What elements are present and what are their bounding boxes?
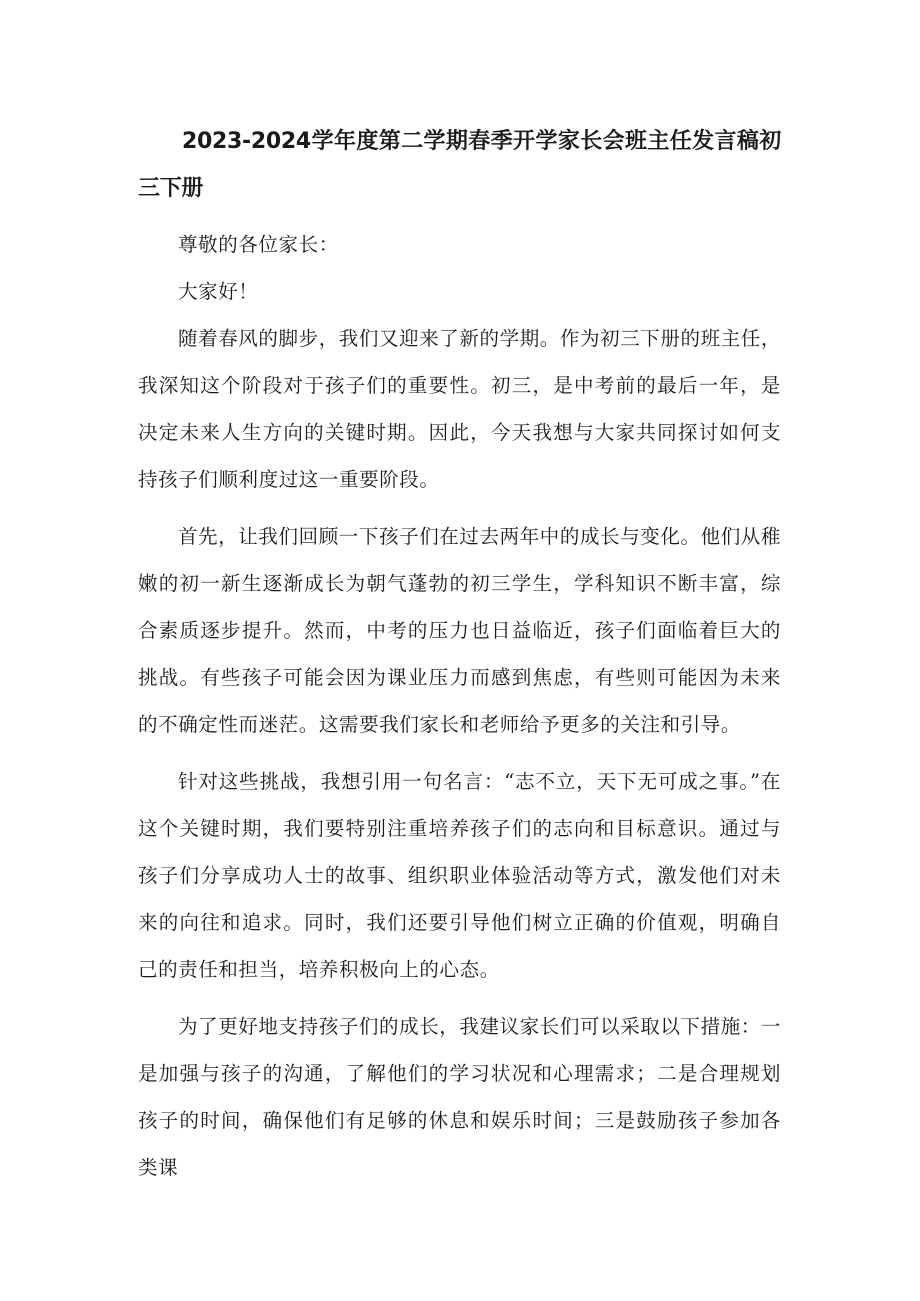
paragraph-quote: 针对这些挑战，我想引用一句名言：“志不立，天下无可成之事。”在这个关键时期，我们要特别注重培养孩子们的志向和目标意识。通过与孩子们分享成功人士的故事、组织职业体验活动等方式，激发他们对未来的向往和追求。同时，我们还要引导他们树立正确的价值观，明确自己的责任和担当，培养积极向上的心态。 xyxy=(138,770,781,981)
document-title: 2023-2024学年度第二学期春季开学家长会班主任发言稿初三下册 xyxy=(138,129,781,201)
paragraph-review: 首先，让我们回顾一下孩子们在过去两年中的成长与变化。他们从稚嫩的初一新生逐渐成长为朝气蓬勃的初三学生，学科知识不断丰富，综合素质逐步提升。然而，中考的压力也日益临近，孩子们面临着巨大的挑战。有些孩子可能会因为课业压力而感到焦虑，有些则可能因为未来的不确定性而迷茫。这需要我们家长和老师给予更多的关注和引导。 xyxy=(138,525,782,736)
paragraph-measures: 为了更好地支持孩子们的成长，我建议家长们可以采取以下措施：一是加强与孩子的沟通，了解他们的学习状况和心理需求；二是合理规划孩子的时间，确保他们有足够的休息和娱乐时间；三是鼓励孩子参加各类课 xyxy=(138,1015,782,1179)
paragraph-intro: 随着春风的脚步，我们又迎来了新的学期。作为初三下册的班主任，我深知这个阶段对于孩子们的重要性。初三，是中考前的最后一年，是决定未来人生方向的关键时期。因此，今天我想与大家共同探讨如何支持孩子们顺利度过这一重要阶段。 xyxy=(138,327,782,491)
salutation: 尊敬的各位家长： xyxy=(178,233,339,256)
greeting: 大家好！ xyxy=(178,280,259,303)
